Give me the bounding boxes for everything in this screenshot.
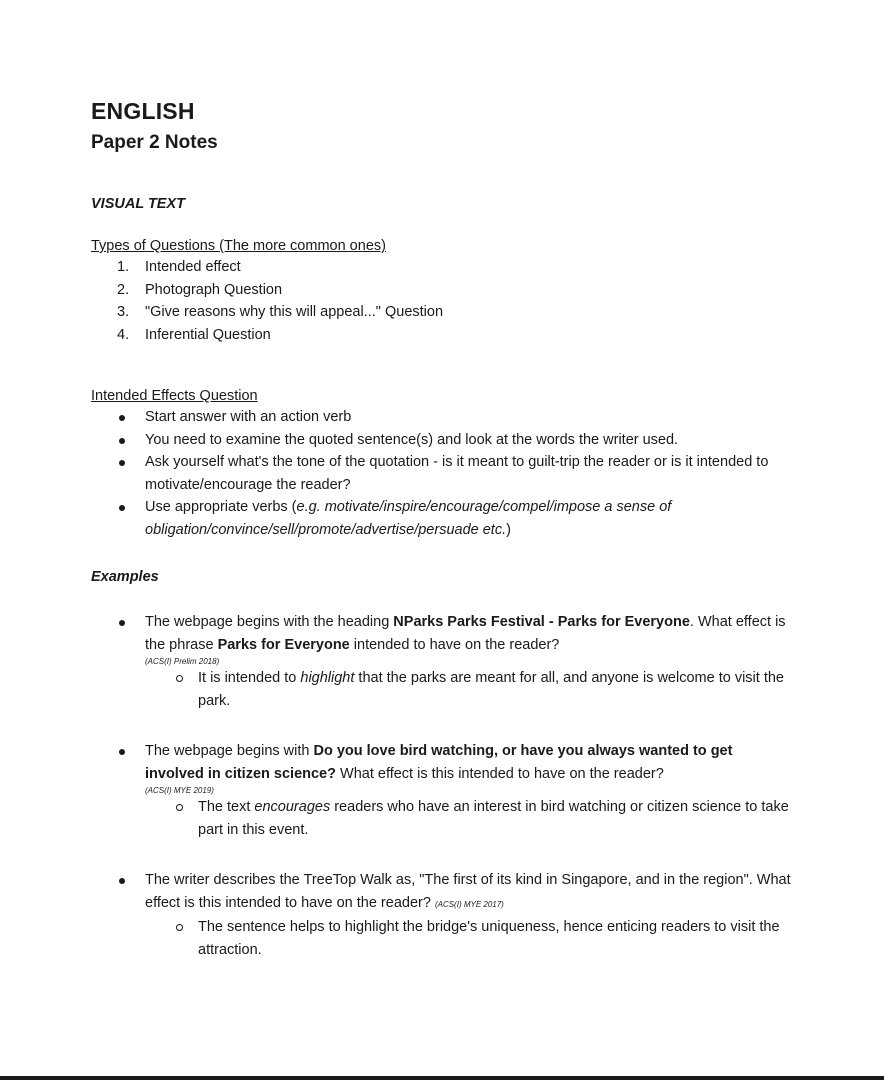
examples-heading: Examples <box>91 569 159 585</box>
bullet-icon <box>119 505 125 511</box>
list-item: 4. Inferential Question <box>117 326 271 343</box>
list-item: Ask yourself what's the tone of the quotation - is it meant to guilt-trip the reader or is it intended to motivate/encourage the reader? <box>145 451 791 496</box>
list-item: Start answer with an action verb <box>145 406 791 429</box>
document-title: ENGLISH <box>91 98 195 124</box>
bullet-icon <box>119 438 125 444</box>
example-item: The writer describes the TreeTop Walk as, "The first of its kind in Singapore, and in the region". What effect is this intended to have on the reader? (ACS(I) MYE 2017) The sentence helps to highlight the bridge's uniqueness, hence enticing readers to visit the attraction. <box>145 869 791 961</box>
answer-item: The text encourages readers who have an interest in bird watching or citizen science to take part in this event. <box>198 796 791 841</box>
intended-effects-heading: Intended Effects Question <box>91 388 258 404</box>
list-item: 3. "Give reasons why this will appeal..." Question <box>117 304 444 320</box>
document-content <box>91 96 791 989</box>
bullet-icon <box>119 749 125 755</box>
source-citation: (ACS(I) Prelim 2018) <box>145 657 220 666</box>
document-subtitle: Paper 2 Notes <box>91 132 218 153</box>
source-citation: (ACS(I) MYE 2019) <box>145 786 214 795</box>
bullet-icon <box>119 878 125 884</box>
example-item: The webpage begins with the heading NParks Parks Festival - Parks for Everyone. What effect is the phrase Parks for Everyone intended to have on the reader? (ACS(I) Prelim 2018) It is intended to highlight that the parks are meant for all, and anyone is welcome to visit the park. <box>145 611 791 712</box>
answer-list <box>145 916 791 961</box>
answer-item: The sentence helps to highlight the bridge's uniqueness, hence enticing readers to visit the attraction. <box>198 916 791 961</box>
hollow-bullet-icon <box>176 924 183 931</box>
source-citation: (ACS(I) MYE 2017) <box>434 899 504 909</box>
list-item: 2. Photograph Question <box>117 281 283 298</box>
bullet-icon <box>119 460 125 466</box>
example-item: The webpage begins with Do you love bird watching, or have you always wanted to get involved in citizen science? What effect is this intended to have on the reader? (ACS(I) MYE 2019) The text encourages readers who have an interest in bird watching or citizen science to take part in this event. <box>145 740 791 841</box>
list-item: You need to examine the quoted sentence(s) and look at the words the writer used. <box>145 429 791 452</box>
bullet-icon <box>119 620 125 626</box>
list-item: 1. Intended effect <box>117 259 241 275</box>
answer-list <box>145 796 791 841</box>
bottom-divider <box>0 1076 884 1080</box>
answer-list <box>145 667 791 712</box>
bullet-icon <box>119 415 125 421</box>
section-heading-visual-text: VISUAL TEXT <box>91 196 185 212</box>
types-of-questions-list <box>91 256 791 346</box>
answer-item: It is intended to highlight that the parks are meant for all, and anyone is welcome to visit the park. <box>198 667 791 712</box>
list-item: Use appropriate verbs (e.g. motivate/inspire/encourage/compel/impose a sense of obligation/convince/sell/promote/advertise/persuade etc.) <box>145 496 791 541</box>
hollow-bullet-icon <box>176 675 183 682</box>
examples-list <box>91 611 791 961</box>
types-of-questions-heading: Types of Questions (The more common ones) <box>91 238 386 254</box>
hollow-bullet-icon <box>176 804 183 811</box>
intended-effects-list <box>91 406 791 541</box>
